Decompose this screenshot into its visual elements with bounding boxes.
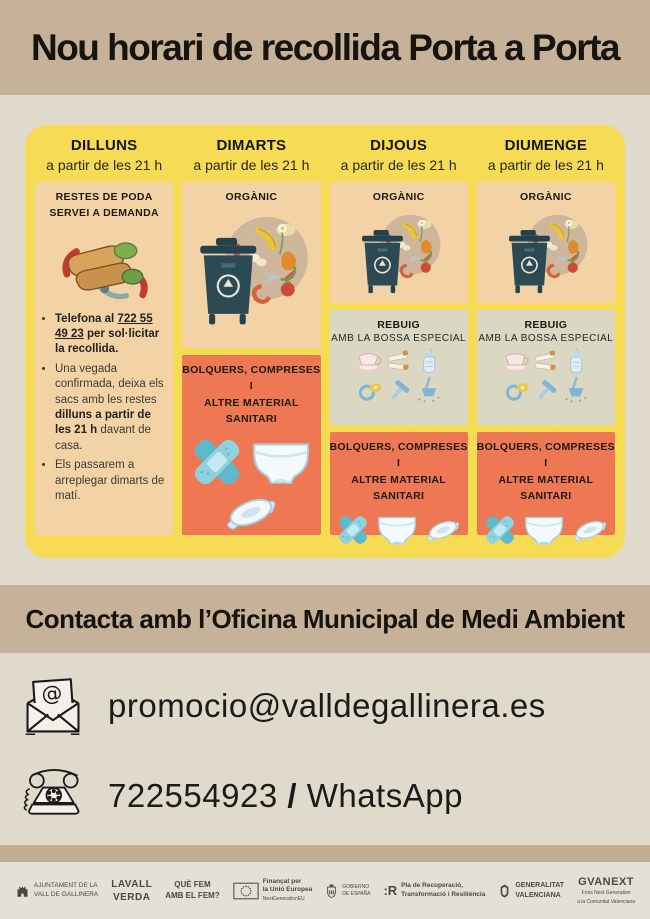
poda-step-2: • Una vegada confirmada, deixa els sacs amb les restes dilluns a partir de les 21 h davant de casa. bbox=[55, 362, 165, 454]
footer-divider-strip bbox=[0, 845, 650, 862]
rebuig-items-icon bbox=[491, 346, 601, 408]
contact-details-section bbox=[0, 653, 650, 845]
logo-lavall-verda bbox=[111, 878, 152, 904]
poda-steps-list bbox=[35, 312, 173, 505]
rebuig-card-title: REBUIG bbox=[377, 319, 420, 331]
pruning-gloves-shears-icon bbox=[50, 224, 158, 306]
logo-lavall-verda-label: LAVALL VERDA bbox=[111, 878, 153, 903]
sanitary-icons-row bbox=[330, 512, 468, 547]
diaper-icon bbox=[376, 512, 418, 547]
sanitary-card-title: BOLQUERS, COMPRESES I ALTRE MATERIAL SANITARI bbox=[329, 441, 468, 502]
rebuig-card-subtitle: AMB LA BOSSA ESPECIAL bbox=[331, 333, 467, 345]
time-note: a partir de les 21 h bbox=[340, 157, 457, 173]
column-dilluns bbox=[35, 137, 173, 558]
sanitary-card bbox=[330, 432, 468, 535]
column-dijous bbox=[330, 137, 468, 558]
rotary-phone-icon bbox=[20, 764, 86, 828]
diaper-icon bbox=[250, 436, 312, 488]
logo-gvanext-label: GVANEXT Fons Next Generation a la Comunitat Valenciana bbox=[577, 875, 636, 905]
contact-heading: Contacta amb l’Oficina Municipal de Medi Ambient bbox=[25, 603, 625, 634]
logo-generalitat bbox=[498, 881, 564, 899]
pla-r-icon: :R bbox=[383, 883, 398, 898]
poda-card bbox=[35, 182, 173, 535]
logo-pla-label: Pla de Recuperació, Transformació i Resiliència bbox=[401, 882, 486, 898]
rebuig-card-title: REBUIG bbox=[524, 319, 568, 331]
time-note: a partir de les 21 h bbox=[46, 157, 163, 173]
poster-title: Nou horari de recollida Porta a Porta bbox=[30, 26, 620, 68]
logo-que-fem-label: QUÈ FEM AMB EL FEM? bbox=[165, 880, 220, 900]
sanitary-icons-row bbox=[182, 435, 320, 489]
poda-card-title: RESTES DE PODA SERVEI A DEMANDA bbox=[49, 191, 159, 220]
sanitary-card bbox=[182, 355, 320, 535]
poda-step-1: • Telefona al 722 55 49 23 per sol·licitar la recollida. bbox=[55, 312, 165, 358]
logo-que-fem bbox=[165, 880, 220, 901]
logo-ajuntament bbox=[15, 882, 98, 899]
sanitary-card-title: BOLQUERS, COMPRESES I ALTRE MATERIAL SANITARI bbox=[476, 441, 615, 502]
organic-bin-icon bbox=[188, 209, 314, 327]
contact-heading-band bbox=[0, 585, 650, 653]
logo-gobierno bbox=[325, 883, 370, 899]
castle-icon bbox=[15, 883, 30, 898]
organic-bin-icon bbox=[351, 209, 447, 295]
generalitat-emblem-icon bbox=[498, 883, 511, 899]
bandage-cross-icon bbox=[336, 513, 370, 547]
logo-eu-funding bbox=[233, 878, 312, 903]
envelope-email-icon bbox=[20, 674, 86, 738]
organic-card bbox=[477, 182, 615, 303]
logo-gvanext bbox=[577, 875, 635, 906]
organic-card bbox=[182, 182, 320, 348]
email-address[interactable]: promocio@valldegallinera.es bbox=[108, 687, 546, 724]
spain-coat-of-arms-icon bbox=[325, 883, 338, 899]
column-dimarts bbox=[182, 137, 320, 558]
schedule-section bbox=[0, 95, 650, 585]
slash-separator: / bbox=[287, 777, 298, 814]
email-row bbox=[20, 661, 650, 751]
bandage-cross-icon bbox=[483, 513, 517, 547]
phone-and-whatsapp[interactable]: 722554923 / WhatsApp bbox=[108, 777, 463, 814]
sanitary-icons-row bbox=[477, 512, 615, 547]
bandage-cross-icon bbox=[190, 435, 244, 489]
sanitary-pad-icon bbox=[571, 517, 609, 543]
logo-pla-recuperacio bbox=[383, 882, 485, 899]
logo-gobierno-label: GOBIERNO DE ESPAÑA bbox=[342, 884, 371, 897]
day-label-dimarts: DIMARTS bbox=[216, 137, 287, 154]
footer-logos-bar bbox=[0, 862, 650, 919]
column-diumenge bbox=[477, 137, 615, 558]
organic-card-title: ORGÀNIC bbox=[225, 191, 278, 203]
phone-row bbox=[20, 751, 650, 841]
logo-generalitat-label: GENERALITAT VALENCIANA bbox=[515, 882, 565, 899]
diaper-icon bbox=[523, 512, 565, 547]
sanitary-card-title: BOLQUERS, COMPRESES I ALTRE MATERIAL SANITARI bbox=[182, 364, 321, 425]
poda-step-3: • Els passarem a arreplegar dimarts de matí. bbox=[55, 458, 165, 504]
sanitary-pad-icon bbox=[424, 517, 462, 543]
rebuig-card-subtitle: AMB LA BOSSA ESPECIAL bbox=[478, 333, 614, 345]
organic-card-title: ORGÀNIC bbox=[372, 191, 425, 203]
logo-eu-funding-label: Finançat per la Unió Europea NextGenerationEU bbox=[262, 877, 313, 902]
day-label-dijous: DIJOUS bbox=[370, 137, 428, 154]
title-band bbox=[0, 0, 650, 95]
organic-card bbox=[330, 182, 468, 303]
day-label-dilluns: DILLUNS bbox=[70, 137, 138, 154]
rebuig-card bbox=[477, 310, 615, 425]
schedule-panel bbox=[25, 125, 625, 558]
day-label-diumenge: DIUMENGE bbox=[504, 137, 588, 154]
phone-number-link[interactable]: 722 55 49 23 bbox=[55, 312, 153, 340]
organic-card-title: ORGÀNIC bbox=[520, 191, 572, 203]
time-note: a partir de les 21 h bbox=[487, 157, 604, 173]
rebuig-card bbox=[330, 310, 468, 425]
sanitary-card bbox=[477, 432, 615, 535]
eu-flag-icon bbox=[233, 882, 259, 900]
sanitary-pad-icon bbox=[222, 493, 280, 532]
organic-bin-icon bbox=[498, 209, 594, 295]
time-note: a partir de les 21 h bbox=[193, 157, 310, 173]
rebuig-items-icon bbox=[344, 346, 454, 408]
logo-ajuntament-label: AJUNTAMENT DE LA VALL DE GALLINERA bbox=[33, 882, 99, 898]
